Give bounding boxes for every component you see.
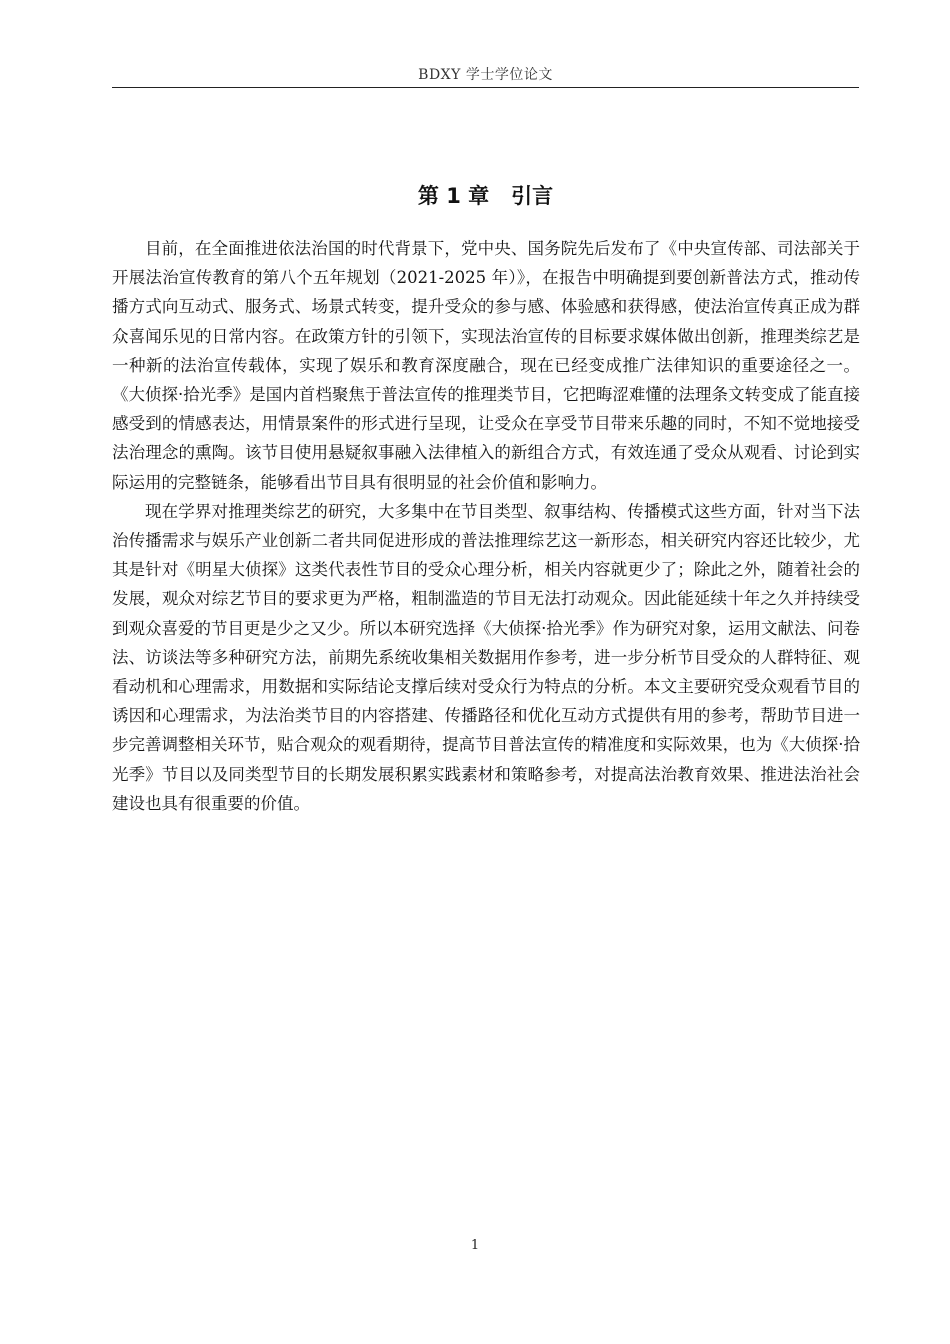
paragraph: 现在学界对推理类综艺的研究，大多集中在节目类型、叙事结构、传播模式这些方面，针对当下法治传播需求与娱乐产业创新二者共同促进形成的普法推理综艺这一新形态，相关研究内容还比较少，尤其是针对《明星大侦探》这类代表性节目的受众心理分析，相关内容就更少了；除此之外，随着社会的发展，观众对综艺节目的要求更为严格，粗制滥造的节目无法打动观众。因此能延续十年之久并持续受到观众喜爱的节目更是少之又少。所以本研究选择《大侦探·拾光季》作为研究对象，运用文献法、问卷法、访谈法等多种研究方法，前期先系统收集相关数据用作参考，进一步分析节目受众的人群特征、观看动机和心理需求，用数据和实际结论支撑后续对受众行为特点的分析。本文主要研究受众观看节目的诱因和心理需求，为法治类节目的内容搭建、传播路径和优化互动方式提供有用的参考，帮助节目进一步完善调整相关环节，贴合观众的观看期待，提高节目普法宣传的精准度和实际效果，也为《大侦探·拾光季》节目以及同类型节目的长期发展积累实践素材和策略参考，对提高法治教育效果、推进法治社会建设也具有很重要的价值。	[112, 501, 860, 813]
running-header: BDXY 学士学位论文	[418, 67, 553, 83]
header-divider	[112, 87, 859, 88]
body-text	[112, 234, 860, 818]
paragraph: 目前，在全面推进依法治国的时代背景下，党中央、国务院先后发布了《中央宣传部、司法部关于开展法治宣传教育的第八个五年规划（2021-2025 年）》，在报告中明确提到要创新普法方式，推动传播方式向互动式、服务式、场景式转变，提升受众的参与感、体验感和获得感，使法治宣传真正成为群众喜闻乐见的日常内容。在政策方针的引领下，实现法治宣传的目标要求媒体做出创新，推理类综艺是一种新的法治宣传载体，实现了娱乐和教育深度融合，现在已经变成推广法律知识的重要途径之一。《大侦探·拾光季》是国内首档聚焦于普法宣传的推理类节目，它把晦涩难懂的法理条文转变成了能直接感受到的情感表达，用情景案件的形式进行呈现，让受众在享受节目带来乐趣的同时，不知不觉地接受法治理念的熏陶。该节目使用悬疑叙事融入法律植入的新组合方式，有效连通了受众从观看、讨论到实际运用的完整链条，能够看出节目具有很明显的社会价值和影响力。	[112, 239, 860, 492]
page-number: 1	[470, 1238, 480, 1253]
chapter-title: 第 1 章 引言	[417, 184, 554, 209]
